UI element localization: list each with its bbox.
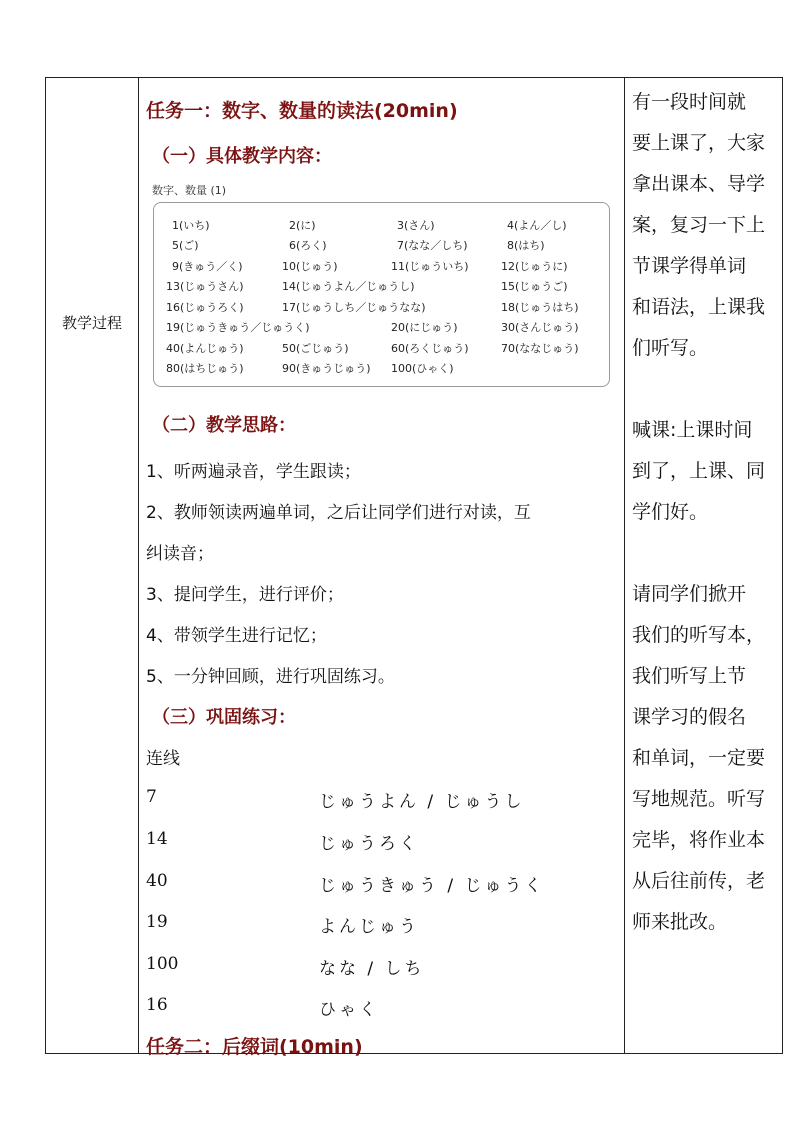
number-entry: 1(いち) bbox=[172, 219, 210, 232]
note-line: 节课学得单词 bbox=[632, 255, 747, 277]
number-entry: 3(さん) bbox=[397, 219, 435, 232]
step-item: 4、带领学生进行记忆； bbox=[146, 626, 327, 646]
match-left-item: 7 bbox=[146, 787, 157, 807]
number-entry: 19(じゅうきゅう／じゅうく) bbox=[166, 321, 310, 334]
task1-sub3: （三）巩固练习： bbox=[152, 707, 296, 728]
number-entry: 100(ひゃく) bbox=[391, 362, 454, 375]
note-line: 拿出课本、导学 bbox=[632, 173, 766, 195]
column-divider bbox=[624, 78, 625, 1053]
note-line: 到了，上课、同 bbox=[632, 460, 766, 482]
step-item: 2、教师领读两遍单词，之后让同学们进行对读，互 bbox=[146, 503, 531, 523]
match-left-item: 16 bbox=[146, 995, 168, 1015]
number-entry: 16(じゅうろく) bbox=[166, 301, 244, 314]
number-entry: 13(じゅうさん) bbox=[166, 280, 244, 293]
note-line: 请同学们掀开 bbox=[632, 583, 747, 605]
note-line: 写地规范。听写 bbox=[632, 788, 766, 810]
match-right-item: ひゃく bbox=[319, 1000, 379, 1020]
note-line: 课学习的假名 bbox=[632, 706, 747, 728]
note-line: 要上课了，大家 bbox=[632, 132, 766, 154]
teacher-notes bbox=[632, 82, 780, 943]
note-line: 师来批改。 bbox=[632, 911, 728, 933]
match-right-item: じゅうろく bbox=[319, 834, 419, 854]
number-entry: 17(じゅうしち／じゅうなな) bbox=[282, 301, 426, 314]
column-divider bbox=[138, 78, 139, 1053]
match-left-item: 14 bbox=[146, 829, 168, 849]
number-entry: 15(じゅうご) bbox=[501, 280, 568, 293]
note-line: 喊课:上课时间 bbox=[632, 419, 753, 441]
step-item: 1、听两遍录音，学生跟读； bbox=[146, 462, 361, 482]
step-item: 纠读音； bbox=[146, 544, 214, 564]
match-right-item: よんじゅう bbox=[319, 917, 419, 937]
box-caption: 数字、数量 (1) bbox=[152, 184, 227, 197]
note-line: 们听写。 bbox=[632, 337, 709, 359]
number-entry: 90(きゅうじゅう) bbox=[282, 362, 371, 375]
note-line: 有一段时间就 bbox=[632, 91, 747, 113]
match-left-item: 40 bbox=[146, 871, 168, 891]
step-item: 3、提问学生，进行评价； bbox=[146, 585, 344, 605]
task2-title: 任务二：后缀词(10min) bbox=[146, 1036, 363, 1058]
lesson-table bbox=[45, 77, 783, 1058]
number-entry: 4(よん／し) bbox=[507, 219, 567, 232]
number-entry: 7(なな／しち) bbox=[397, 239, 468, 252]
number-entry: 40(よんじゅう) bbox=[166, 342, 244, 355]
task1-sub2: （二）教学思路： bbox=[152, 415, 296, 436]
number-entry: 14(じゅうよん／じゅうし) bbox=[282, 280, 415, 293]
number-entry: 50(ごじゅう) bbox=[282, 342, 349, 355]
number-entry: 6(ろく) bbox=[289, 239, 327, 252]
note-line: 和单词，一定要 bbox=[632, 747, 766, 769]
number-entry: 5(ご) bbox=[172, 239, 199, 252]
note-line: 我们的听写本， bbox=[632, 624, 766, 646]
number-entry: 2(に) bbox=[289, 219, 316, 232]
number-entry: 11(じゅういち) bbox=[391, 260, 469, 273]
match-left-item: 100 bbox=[146, 954, 179, 974]
number-entry: 12(じゅうに) bbox=[501, 260, 568, 273]
match-right-item: じゅうきゅう / じゅうく bbox=[319, 876, 545, 896]
match-right-item: じゅうよん / じゅうし bbox=[319, 792, 525, 812]
match-left-item: 19 bbox=[146, 912, 168, 932]
number-entry: 60(ろくじゅう) bbox=[391, 342, 469, 355]
match-title: 连线 bbox=[146, 749, 180, 769]
number-entry: 10(じゅう) bbox=[282, 260, 338, 273]
task1-title: 任务一：数字、数量的读法(20min) bbox=[146, 100, 458, 122]
note-gap bbox=[632, 533, 780, 574]
number-entry: 30(さんじゅう) bbox=[501, 321, 579, 334]
number-entry: 20(にじゅう) bbox=[391, 321, 458, 334]
note-line: 案，复习一下上 bbox=[632, 214, 766, 236]
number-entry: 70(ななじゅう) bbox=[501, 342, 579, 355]
number-entry: 8(はち) bbox=[507, 239, 545, 252]
note-line: 完毕，将作业本 bbox=[632, 829, 766, 851]
note-line: 学们好。 bbox=[632, 501, 709, 523]
note-gap bbox=[632, 369, 780, 410]
number-entry: 9(きゅう／く) bbox=[172, 260, 243, 273]
number-reading-box bbox=[153, 202, 610, 387]
number-entry: 18(じゅうはち) bbox=[501, 301, 579, 314]
task1-sub1: （一）具体教学内容： bbox=[152, 146, 332, 167]
match-right-item: なな / しち bbox=[319, 959, 425, 979]
note-line: 和语法，上课我 bbox=[632, 296, 766, 318]
step-item: 5、一分钟回顾，进行巩固练习。 bbox=[146, 667, 395, 687]
note-line: 从后往前传，老 bbox=[632, 870, 766, 892]
note-line: 我们听写上节 bbox=[632, 665, 747, 687]
number-entry: 80(はちじゅう) bbox=[166, 362, 244, 375]
row-label: 教学过程 bbox=[61, 314, 122, 332]
